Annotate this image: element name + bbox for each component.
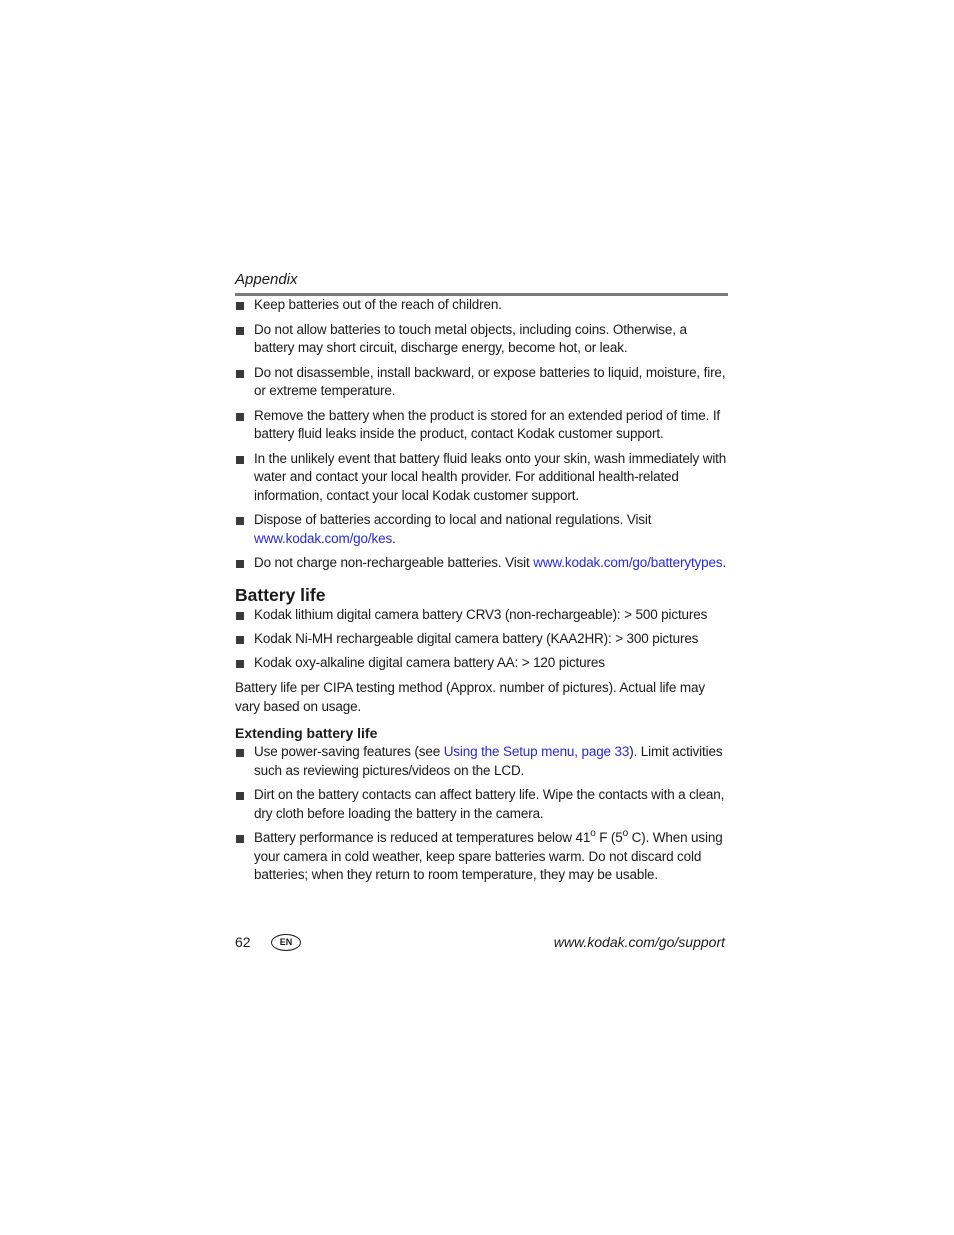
batterytypes-link[interactable]: www.kodak.com/go/batterytypes [533, 555, 723, 570]
battery-life-list [235, 606, 728, 673]
list-item: Keep batteries out of the reach of children. [235, 296, 728, 315]
bullet-square-icon [236, 456, 244, 464]
bullet-square-icon [236, 327, 244, 335]
bullet-square-icon [236, 660, 244, 668]
bullet-square-icon [236, 636, 244, 644]
bullet-square-icon [236, 560, 244, 568]
bullet-square-icon [236, 749, 244, 757]
list-item: Use power-saving features (see Using the Setup menu, page 33). Limit activities such as reviewing pictures/videos on the LCD. [235, 743, 728, 780]
bullet-square-icon [236, 413, 244, 421]
degree-symbol: o [622, 828, 629, 839]
bullet-square-icon [236, 517, 244, 525]
extending-battery-life-heading: Extending battery life [235, 725, 378, 741]
bullet-square-icon [236, 835, 244, 843]
support-url: www.kodak.com/go/support [553, 934, 725, 950]
list-item: Dispose of batteries according to local and national regulations. Visit www.kodak.com/go/kes. [235, 511, 728, 548]
list-item: Kodak oxy-alkaline digital camera battery AA: > 120 pictures [235, 654, 728, 673]
setup-menu-link[interactable]: Using the Setup menu, page 33 [443, 744, 630, 759]
list-item: Remove the battery when the product is stored for an extended period of time. If battery fluid leaks inside the product, contact Kodak customer support. [235, 407, 728, 444]
bullet-square-icon [236, 370, 244, 378]
bullet-square-icon [236, 302, 244, 310]
list-item: Do not charge non-rechargeable batteries. Visit www.kodak.com/go/batterytypes. [235, 554, 728, 573]
kes-link[interactable]: www.kodak.com/go/kes [254, 530, 393, 546]
bullet-square-icon [236, 612, 244, 620]
page-content [235, 268, 728, 885]
page-number: 62 [235, 934, 251, 950]
list-item: Do not disassemble, install backward, or expose batteries to liquid, moisture, fire, or extreme temperature. [235, 364, 728, 401]
battery-life-note: Battery life per CIPA testing method (Approx. number of pictures). Actual life may vary based on usage. [235, 680, 705, 714]
list-item: Kodak lithium digital camera battery CRV3 (non-rechargeable): > 500 pictures [235, 606, 728, 625]
language-badge: EN [271, 934, 301, 951]
list-item: Do not allow batteries to touch metal objects, including coins. Otherwise, a battery may short circuit, discharge energy, become hot, or leak. [235, 321, 728, 358]
list-item: Battery performance is reduced at temperatures below 41$^o$ F (5$^o$ C). When using your camera in cold weather, keep spare batteries warm. Do not discard cold batteries; when they return to room temperature, they may be usable. [235, 829, 728, 885]
list-item: Kodak Ni-MH rechargeable digital camera battery (KAA2HR): > 300 pictures [235, 630, 728, 649]
extending-battery-life-list [235, 743, 728, 885]
list-item: Dirt on the battery contacts can affect battery life. Wipe the contacts with a clean, dry cloth before loading the battery in the camera. [235, 786, 728, 823]
list-item: In the unlikely event that battery fluid leaks onto your skin, wash immediately with water and contact your local health provider. For additional health-related information, contact your local Kodak customer support. [235, 450, 728, 506]
page-footer [235, 931, 725, 953]
running-header: Appendix [235, 271, 298, 288]
bullet-square-icon [236, 792, 244, 800]
battery-safety-list [235, 296, 728, 573]
battery-life-heading: Battery life [235, 584, 326, 605]
degree-symbol: o [590, 828, 596, 839]
